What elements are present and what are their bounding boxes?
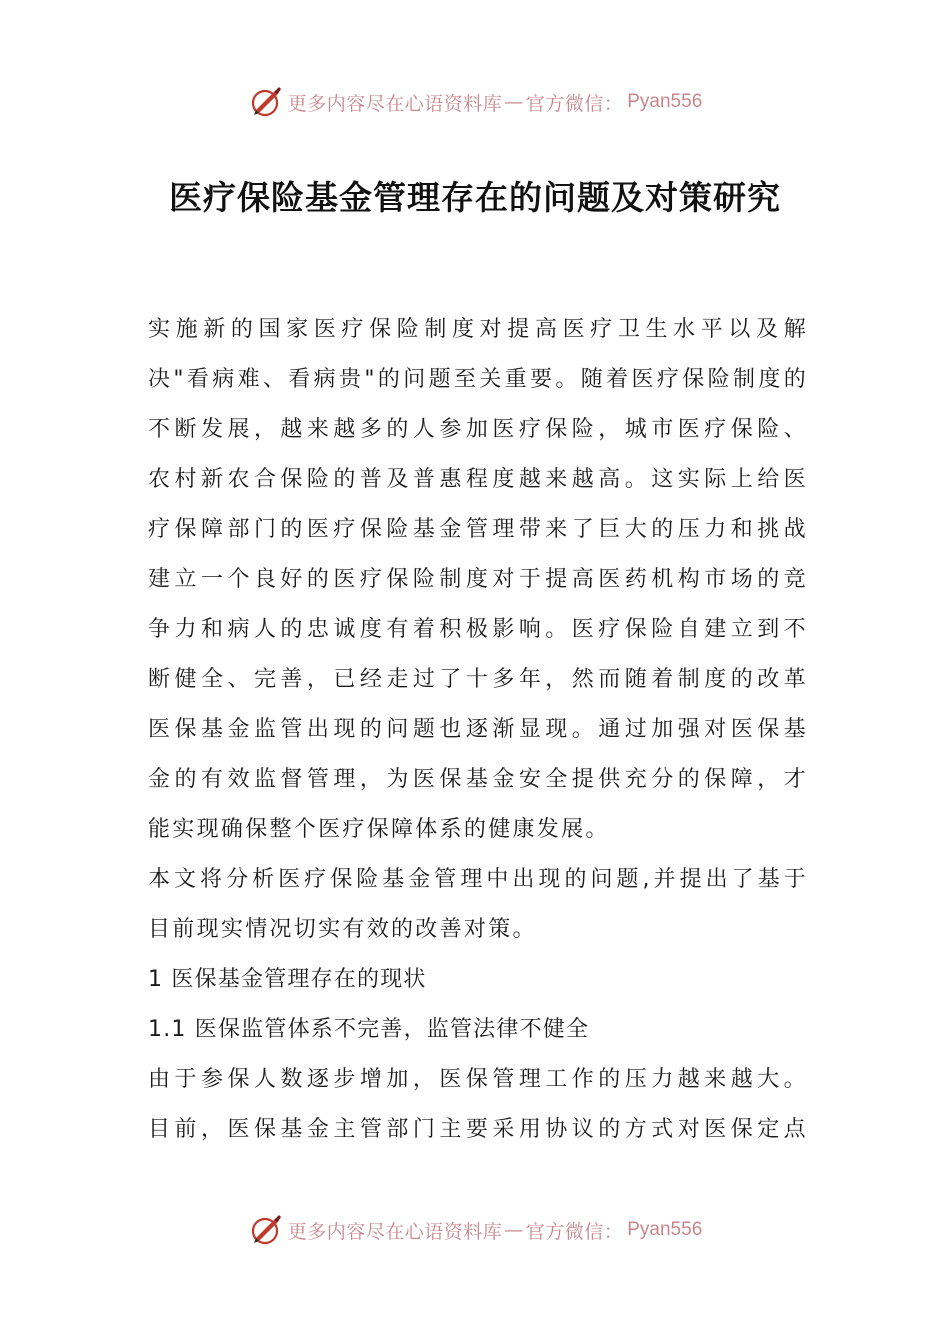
footer-watermark-banner <box>0 1210 950 1250</box>
banner-suffix: 官方微信： <box>525 92 624 115</box>
body-line: 医保基金监管出现的问题也逐渐显现。通过加强对医保基 <box>148 717 808 742</box>
body-line: 本文将分析医疗保险基金管理中出现的问题,并提出了基于 <box>148 867 808 892</box>
banner-suffix: 官方微信： <box>525 1220 624 1243</box>
banner-code: Pyan556 <box>627 91 703 112</box>
subsection-heading: 1.1 医保监管体系不完善，监管法律不健全 <box>148 1017 590 1042</box>
pen-logo-icon <box>248 1212 284 1248</box>
body-line: 断健全、完善，已经走过了十多年，然而随着制度的改革 <box>148 667 808 692</box>
body-line: 决"看病难、看病贵"的问题至关重要。随着医疗保险制度的 <box>148 367 808 392</box>
body-line: 金的有效监督管理，为医保基金安全提供充分的保障，才 <box>148 767 808 792</box>
body-line: 由于参保人数逐步增加，医保管理工作的压力越来越大。 <box>148 1067 808 1092</box>
body-line: 争力和病人的忠诚度有着积极影响。医疗保险自建立到不 <box>148 617 808 642</box>
body-line: 目前现实情况切实有效的改善对策。 <box>148 917 537 942</box>
header-watermark-banner <box>0 82 950 122</box>
banner-dash: — <box>504 91 524 113</box>
banner-dash: — <box>504 1219 524 1241</box>
body-line: 农村新农合保险的普及普惠程度越来越高。这实际上给医 <box>148 467 808 492</box>
body-line: 疗保障部门的医疗保险基金管理带来了巨大的压力和挑战 <box>148 517 808 542</box>
banner-text: 更多内容尽在心语资料库 <box>287 1220 503 1243</box>
page-title: 医疗保险基金管理存在的问题及对策研究 <box>169 178 781 217</box>
section-heading: 1 医保基金管理存在的现状 <box>148 967 427 992</box>
document-body <box>148 305 808 1155</box>
body-line: 能实现确保整个医疗保障体系的健康发展。 <box>148 817 610 842</box>
banner-text: 更多内容尽在心语资料库 <box>287 92 503 115</box>
body-line: 实施新的国家医疗保险制度对提高医疗卫生水平以及解 <box>148 317 808 342</box>
banner-code: Pyan556 <box>627 1219 703 1240</box>
pen-logo-icon <box>248 84 284 120</box>
body-line: 建立一个良好的医疗保险制度对于提高医药机构市场的竞 <box>148 567 808 592</box>
body-line: 目前，医保基金主管部门主要采用协议的方式对医保定点 <box>148 1117 808 1142</box>
body-line: 不断发展，越来越多的人参加医疗保险，城市医疗保险、 <box>148 417 808 442</box>
